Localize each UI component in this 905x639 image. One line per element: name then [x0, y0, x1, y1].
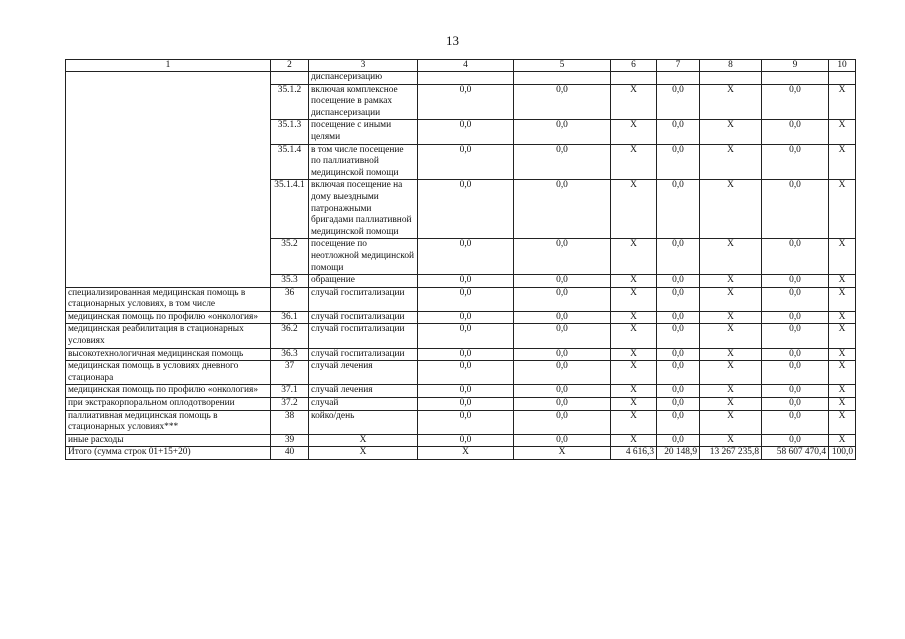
- row-unit-cell: посещение по неотложной медицинской помощи: [309, 239, 418, 275]
- value-cell: X: [829, 275, 856, 288]
- column-header: 6: [611, 60, 657, 72]
- value-cell: 0,0: [418, 398, 514, 411]
- row-code-cell: 35.1.4.1: [271, 180, 309, 239]
- value-cell: 0,0: [762, 385, 829, 398]
- column-header: 1: [66, 60, 271, 72]
- value-cell: 0,0: [762, 144, 829, 180]
- value-cell: 0,0: [762, 434, 829, 447]
- value-cell: 0,0: [657, 120, 700, 144]
- value-cell: X: [829, 398, 856, 411]
- value-cell: X: [611, 180, 657, 239]
- value-cell: X: [700, 410, 762, 434]
- value-cell: X: [611, 434, 657, 447]
- value-cell: X: [700, 120, 762, 144]
- value-cell: 0,0: [514, 180, 611, 239]
- total-row: [66, 447, 856, 460]
- value-cell: 0,0: [762, 311, 829, 324]
- value-cell: 0,0: [657, 398, 700, 411]
- column-header: 2: [271, 60, 309, 72]
- row-code-cell: 37: [271, 361, 309, 385]
- column-header: 3: [309, 60, 418, 72]
- page-number: 13: [446, 33, 459, 48]
- row-unit-cell: случай госпитализации: [309, 311, 418, 324]
- column-header: 8: [700, 60, 762, 72]
- value-cell: 0,0: [514, 311, 611, 324]
- row-code-cell: 36.1: [271, 311, 309, 324]
- value-cell: X: [829, 385, 856, 398]
- value-cell: X: [700, 311, 762, 324]
- row-unit-cell: X: [309, 434, 418, 447]
- value-cell: 0,0: [657, 385, 700, 398]
- column-header: 5: [514, 60, 611, 72]
- row-code-cell: [271, 72, 309, 85]
- column-header: 4: [418, 60, 514, 72]
- total-value-cell: 58 607 470,4: [762, 447, 829, 460]
- value-cell: 0,0: [657, 287, 700, 311]
- value-cell: X: [611, 324, 657, 348]
- value-cell: X: [829, 311, 856, 324]
- value-cell: X: [611, 311, 657, 324]
- value-cell: X: [611, 239, 657, 275]
- row-unit-cell: обращение: [309, 275, 418, 288]
- table-row: [66, 311, 856, 324]
- value-cell: 0,0: [514, 239, 611, 275]
- value-cell: 0,0: [514, 84, 611, 120]
- row-unit-cell: койко/день: [309, 410, 418, 434]
- value-cell: 0,0: [514, 361, 611, 385]
- value-cell: 0,0: [418, 385, 514, 398]
- row-code-cell: 35.1.4: [271, 144, 309, 180]
- value-cell: 0,0: [514, 144, 611, 180]
- row-code-cell: 36.2: [271, 324, 309, 348]
- value-cell: [700, 72, 762, 85]
- value-cell: 0,0: [762, 84, 829, 120]
- value-cell: X: [418, 447, 514, 460]
- total-value-cell: 4 616,3: [611, 447, 657, 460]
- total-value-cell: 100,0: [829, 447, 856, 460]
- value-cell: [611, 72, 657, 85]
- value-cell: X: [611, 84, 657, 120]
- value-cell: X: [611, 275, 657, 288]
- value-cell: 0,0: [514, 287, 611, 311]
- value-cell: 0,0: [657, 361, 700, 385]
- table-row: [66, 385, 856, 398]
- value-cell: X: [829, 324, 856, 348]
- value-cell: X: [829, 180, 856, 239]
- value-cell: 0,0: [657, 275, 700, 288]
- value-cell: X: [611, 287, 657, 311]
- row-name-cell: медицинская реабилитация в стационарных условиях: [66, 324, 271, 348]
- value-cell: 0,0: [418, 434, 514, 447]
- value-cell: X: [700, 239, 762, 275]
- row-unit-cell: случай лечения: [309, 361, 418, 385]
- table-row: [66, 72, 856, 85]
- row-name-cell: при экстракорпоральном оплодотворении: [66, 398, 271, 411]
- value-cell: X: [829, 434, 856, 447]
- value-cell: 0,0: [418, 239, 514, 275]
- value-cell: 0,0: [762, 287, 829, 311]
- row-name-cell: высокотехнологичная медицинская помощь: [66, 348, 271, 361]
- value-cell: X: [700, 385, 762, 398]
- row-unit-cell: посещение с иными целями: [309, 120, 418, 144]
- value-cell: 0,0: [762, 120, 829, 144]
- value-cell: 0,0: [418, 275, 514, 288]
- value-cell: X: [611, 385, 657, 398]
- row-unit-cell: диспансеризацию: [309, 72, 418, 85]
- value-cell: 0,0: [514, 410, 611, 434]
- row-name-cell: паллиативная медицинская помощь в стационарных условиях***: [66, 410, 271, 434]
- value-cell: 0,0: [514, 275, 611, 288]
- value-cell: 0,0: [657, 311, 700, 324]
- value-cell: X: [829, 239, 856, 275]
- value-cell: 0,0: [418, 311, 514, 324]
- row-unit-cell: случай лечения: [309, 385, 418, 398]
- value-cell: X: [700, 434, 762, 447]
- row-unit-cell: случай: [309, 398, 418, 411]
- value-cell: 0,0: [657, 180, 700, 239]
- value-cell: X: [829, 361, 856, 385]
- value-cell: 0,0: [418, 144, 514, 180]
- value-cell: X: [611, 410, 657, 434]
- row-name-cell: Итого (сумма строк 01+15+20): [66, 447, 271, 460]
- row-code-cell: 35.2: [271, 239, 309, 275]
- value-cell: 0,0: [514, 398, 611, 411]
- value-cell: 0,0: [657, 84, 700, 120]
- value-cell: 0,0: [418, 120, 514, 144]
- value-cell: 0,0: [418, 84, 514, 120]
- value-cell: 0,0: [418, 324, 514, 348]
- row-name-cell: медицинская помощь по профилю «онкология»: [66, 311, 271, 324]
- report-table: [65, 59, 856, 460]
- value-cell: [657, 72, 700, 85]
- value-cell: X: [700, 324, 762, 348]
- row-name-cell: медицинская помощь в условиях дневного стационара: [66, 361, 271, 385]
- row-code-cell: 36: [271, 287, 309, 311]
- value-cell: 0,0: [418, 361, 514, 385]
- row-unit-cell: включая комплексное посещение в рамках диспансеризации: [309, 84, 418, 120]
- value-cell: 0,0: [762, 180, 829, 239]
- table-row: [66, 287, 856, 311]
- column-header: 7: [657, 60, 700, 72]
- value-cell: X: [829, 410, 856, 434]
- value-cell: 0,0: [514, 120, 611, 144]
- row-unit-cell: включая посещение на дому выездными патронажными бригадами паллиативной медицинской помощи: [309, 180, 418, 239]
- value-cell: 0,0: [514, 434, 611, 447]
- row-unit-cell: случай госпитализации: [309, 348, 418, 361]
- row-code-cell: 35.3: [271, 275, 309, 288]
- row-code-cell: 35.1.2: [271, 84, 309, 120]
- value-cell: 0,0: [418, 287, 514, 311]
- table-row: [66, 348, 856, 361]
- table-row: [66, 324, 856, 348]
- value-cell: X: [829, 287, 856, 311]
- value-cell: X: [611, 120, 657, 144]
- row-code-cell: 37.1: [271, 385, 309, 398]
- row-unit-cell: X: [309, 447, 418, 460]
- row-code-cell: 36.3: [271, 348, 309, 361]
- value-cell: X: [611, 348, 657, 361]
- table-row: [66, 398, 856, 411]
- value-cell: 0,0: [418, 180, 514, 239]
- value-cell: 0,0: [762, 275, 829, 288]
- value-cell: 0,0: [762, 410, 829, 434]
- value-cell: X: [829, 144, 856, 180]
- value-cell: X: [829, 84, 856, 120]
- value-cell: X: [700, 398, 762, 411]
- row-name-cell: специализированная медицинская помощь в стационарных условиях, в том числе: [66, 287, 271, 311]
- value-cell: X: [700, 275, 762, 288]
- value-cell: X: [700, 348, 762, 361]
- row-name-cell: медицинская помощь по профилю «онкология»: [66, 385, 271, 398]
- value-cell: 0,0: [514, 324, 611, 348]
- value-cell: 0,0: [762, 239, 829, 275]
- value-cell: 0,0: [418, 348, 514, 361]
- row-unit-cell: в том числе посещение по паллиативной медицинской помощи: [309, 144, 418, 180]
- total-value-cell: 13 267 235,8: [700, 447, 762, 460]
- value-cell: X: [700, 84, 762, 120]
- value-cell: 0,0: [514, 348, 611, 361]
- total-value-cell: 20 148,9: [657, 447, 700, 460]
- value-cell: [514, 72, 611, 85]
- column-header: 9: [762, 60, 829, 72]
- value-cell: X: [700, 180, 762, 239]
- value-cell: 0,0: [762, 398, 829, 411]
- value-cell: [762, 72, 829, 85]
- row-code-cell: 35.1.3: [271, 120, 309, 144]
- value-cell: 0,0: [657, 239, 700, 275]
- value-cell: X: [829, 120, 856, 144]
- value-cell: 0,0: [657, 144, 700, 180]
- value-cell: 0,0: [418, 410, 514, 434]
- value-cell: X: [611, 144, 657, 180]
- value-cell: X: [611, 398, 657, 411]
- value-cell: 0,0: [657, 348, 700, 361]
- row-code-cell: 37.2: [271, 398, 309, 411]
- value-cell: X: [700, 287, 762, 311]
- value-cell: X: [700, 144, 762, 180]
- value-cell: 0,0: [657, 434, 700, 447]
- value-cell: [829, 72, 856, 85]
- value-cell: X: [514, 447, 611, 460]
- column-number-header-row: [66, 60, 856, 72]
- value-cell: 0,0: [762, 361, 829, 385]
- row-name-cell: иные расходы: [66, 434, 271, 447]
- table-row: [66, 361, 856, 385]
- value-cell: 0,0: [657, 324, 700, 348]
- row-code-cell: 38: [271, 410, 309, 434]
- value-cell: 0,0: [514, 385, 611, 398]
- row-name-cell: [66, 72, 271, 288]
- column-header: 10: [829, 60, 856, 72]
- value-cell: X: [700, 361, 762, 385]
- row-unit-cell: случай госпитализации: [309, 287, 418, 311]
- value-cell: X: [829, 348, 856, 361]
- table-row: [66, 410, 856, 434]
- row-code-cell: 39: [271, 434, 309, 447]
- row-unit-cell: случай госпитализации: [309, 324, 418, 348]
- table-row: [66, 434, 856, 447]
- value-cell: 0,0: [762, 348, 829, 361]
- value-cell: 0,0: [762, 324, 829, 348]
- value-cell: X: [611, 361, 657, 385]
- value-cell: 0,0: [657, 410, 700, 434]
- row-code-cell: 40: [271, 447, 309, 460]
- value-cell: [418, 72, 514, 85]
